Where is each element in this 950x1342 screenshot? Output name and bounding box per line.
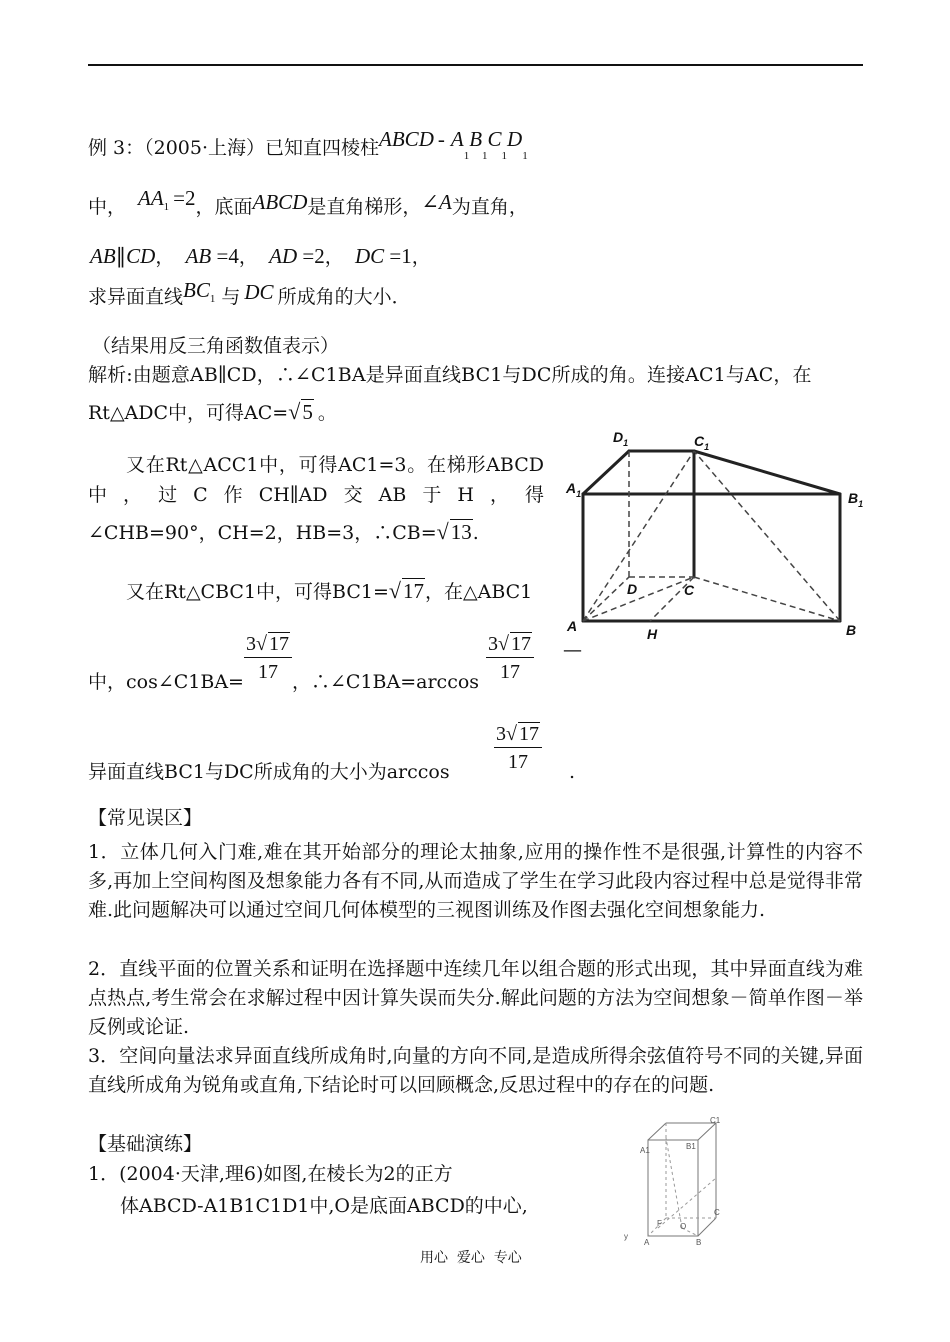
label-d1 xyxy=(613,429,628,448)
text: 为直角， xyxy=(451,196,528,218)
math-ad: AD xyxy=(269,244,298,268)
label-a1 xyxy=(566,480,581,499)
solution-line-7b: ，∴∠C1BA=arccos xyxy=(292,671,480,693)
text: Rt△ADC中，可得AC= xyxy=(88,402,289,424)
text: 又在Rt△CBC1中，可得BC1= xyxy=(126,581,389,603)
edge-b-c1 xyxy=(694,451,840,621)
sqrt-sign: √ xyxy=(388,578,401,603)
solution-line-7a: 中，cos∠C1BA= xyxy=(88,671,244,693)
label-sub: 1 xyxy=(623,437,629,448)
example-line-4 xyxy=(88,278,411,317)
frac-den: 17 xyxy=(507,751,528,773)
sqrt-sign: √ xyxy=(288,399,301,424)
math-abcd: ABCD xyxy=(379,127,434,151)
label-text: A xyxy=(566,480,577,496)
solution-line-8a: 异面直线BC1与DC所成角的大小为arccos xyxy=(88,761,450,783)
text: 中， xyxy=(88,196,127,218)
label-sub: 1 xyxy=(704,441,710,452)
label-c: C xyxy=(684,582,695,598)
example-prefix: 例 3：（2005·上海）已知直四棱柱 xyxy=(88,137,380,159)
math-bc1: BC xyxy=(183,278,210,302)
solution-line-8b: . xyxy=(569,761,576,783)
edge-c1-b1 xyxy=(694,451,840,494)
mistakes-p1: 1．立体几何入门难,难在其开始部分的理论太抽象,应用的操作性不是很强,计算性的内容不多,再加上空间构图及想象能力各有不同,从而造成了学生在学习此段内容过程中总是觉得非常难.此问题解决可以通过空间几何体模型的三视图训练及作图去强化空间想象能力. xyxy=(88,841,863,921)
text: ，在△ABC1 xyxy=(424,581,533,603)
text: ， xyxy=(155,246,175,268)
sqrt-sign: √ xyxy=(498,633,509,655)
cube-label-c: C xyxy=(714,1208,720,1217)
label-d: D xyxy=(627,581,638,597)
label-a: A xyxy=(567,618,578,634)
math-c1: C xyxy=(487,127,502,151)
math-b1: B xyxy=(469,127,483,151)
cube-label-b: B xyxy=(696,1238,702,1247)
math-sub: 1 xyxy=(501,149,508,162)
math-cd: CD xyxy=(126,244,156,268)
solution-line-4: 中，过C作CH∥AD交AB于H，得 xyxy=(88,484,544,506)
frac-coef: 3 xyxy=(496,723,506,745)
cube-edge xyxy=(698,1218,716,1236)
sqrt-sign: √ xyxy=(436,519,449,544)
sqrt-value: 13 xyxy=(450,520,472,544)
label-sub: 1 xyxy=(576,488,582,499)
example-line-1 xyxy=(88,127,528,168)
fraction-cos xyxy=(244,632,292,684)
label-b: B xyxy=(846,622,857,638)
sqrt-sign: √ xyxy=(256,633,267,655)
label-h: H xyxy=(647,626,658,642)
header-rule xyxy=(88,64,863,66)
label-c1 xyxy=(694,433,709,452)
text: 是直角梯形， xyxy=(307,196,422,218)
edge-a-c xyxy=(583,577,694,621)
cube-label-a: A xyxy=(644,1238,650,1247)
label-text: C xyxy=(694,433,705,449)
math-value: =1 xyxy=(389,244,412,268)
math-sub: 1 xyxy=(522,149,528,162)
label-text: B xyxy=(848,490,859,506)
solution-line-5 xyxy=(88,519,479,545)
fraction-arccos xyxy=(486,632,534,684)
cube-label-f: F xyxy=(657,1219,662,1228)
frac-rad: 17 xyxy=(510,633,531,655)
math-dc: DC xyxy=(354,244,385,268)
frac-coef: 3 xyxy=(246,633,256,655)
math-abcd: ABCD xyxy=(252,190,308,214)
page-footer: 用心 爱心 专心 xyxy=(420,1250,522,1266)
edge-c-b xyxy=(694,577,840,621)
math-value: =2 xyxy=(302,244,325,268)
example-line-5: （结果用反三角函数值表示） xyxy=(92,335,340,357)
math-dash: - xyxy=(437,127,445,151)
fraction-result xyxy=(494,722,542,774)
sqrt-value: 5 xyxy=(302,400,313,424)
example-line-2 xyxy=(88,186,528,227)
math-ab: AB xyxy=(185,244,212,268)
exercises-title: 【基础演练】 xyxy=(88,1133,203,1155)
cube-figure xyxy=(618,1118,728,1248)
text: 所成角的大小． xyxy=(277,286,411,308)
label-sub: 1 xyxy=(858,498,864,509)
frac-den: 17 xyxy=(257,661,278,683)
math-sub: 1 xyxy=(482,149,488,162)
math-dc: DC xyxy=(244,280,274,304)
math-d1: D xyxy=(507,127,523,151)
text: . xyxy=(472,522,479,544)
example-line-3 xyxy=(90,244,431,269)
math-a1: A xyxy=(450,127,464,151)
solution-line-6 xyxy=(126,578,532,604)
mistakes-p2: 2．直线平面的位置关系和证明在选择题中连续几年以组合题的形式出现，其中异面直线为难点热点,考生常会在求解过程中因计算失误而失分.解此问题的方法为空间想象－简单作图－举反例或论证. xyxy=(88,958,863,1038)
mistakes-title: 【常见误区】 xyxy=(88,807,203,829)
math-sub: 1 xyxy=(209,292,216,305)
edge-a1-d1 xyxy=(583,451,629,494)
math-parallel: ∥ xyxy=(115,244,127,268)
exercise-1-line-2: 体ABCD-A1B1C1D1中,O是底面ABCD的中心, xyxy=(120,1195,528,1217)
exercise-1-line-1: 1．(2004·天津,理6)如图,在棱长为2的正方 xyxy=(88,1163,453,1185)
text: ， xyxy=(324,246,344,268)
label-text: D xyxy=(613,429,624,445)
solution-line-2 xyxy=(88,399,337,425)
cube-edge xyxy=(698,1123,716,1140)
math-aa1: AA xyxy=(138,186,164,210)
text: 与 xyxy=(221,286,241,308)
cube-label-y: y xyxy=(624,1232,628,1241)
solution-line-1: 解析:由题意AB∥CD，∴∠C1BA是异面直线BC1与DC所成的角。连接AC1与AC，在 xyxy=(88,364,812,386)
solution-line-3: 又在Rt△ACC1中，可得AC1=3。在梯形ABCD xyxy=(126,454,544,476)
cube-hidden-edge xyxy=(658,1178,716,1228)
cube-label-c1: C1 xyxy=(710,1116,721,1125)
frac-rad: 17 xyxy=(268,633,289,655)
cube-label-b1: B1 xyxy=(686,1142,696,1151)
edge-a-d xyxy=(583,577,629,621)
cube-edge xyxy=(648,1123,666,1140)
text: ， xyxy=(411,246,431,268)
trailing-dash: — xyxy=(563,639,582,661)
text: 。 xyxy=(317,402,337,424)
mistakes-p3: 3．空间向量法求异面直线所成角时,向量的方向不同,是造成所得余弦值符号不同的关键,异面直线所成角为锐角或直角,下结论时可以回顾概念,反思过程中的存在的问题. xyxy=(88,1045,863,1096)
cube-label-o: O xyxy=(680,1222,687,1231)
math-angle-a: ∠A xyxy=(421,190,452,214)
math-eq: =2 xyxy=(173,186,196,210)
frac-den: 17 xyxy=(499,661,520,683)
math-sub: 1 xyxy=(463,149,470,162)
label-b1 xyxy=(848,490,863,509)
math-sub: 1 xyxy=(163,200,170,213)
math-value: =4 xyxy=(216,244,239,268)
cube-front-face xyxy=(648,1140,698,1236)
frac-coef: 3 xyxy=(488,633,498,655)
text: 求异面直线 xyxy=(88,286,184,308)
math-ab: AB xyxy=(90,244,116,268)
text: ，底面 xyxy=(195,196,253,218)
cube-label-a1: A1 xyxy=(640,1146,650,1155)
sqrt-value: 17 xyxy=(402,579,424,603)
sqrt-sign: √ xyxy=(506,723,517,745)
text: ∠CHB=90°，CH=2，HB=3，∴CB= xyxy=(88,522,437,544)
frac-rad: 17 xyxy=(518,723,539,745)
prism-figure xyxy=(560,425,880,650)
text: ， xyxy=(238,246,258,268)
